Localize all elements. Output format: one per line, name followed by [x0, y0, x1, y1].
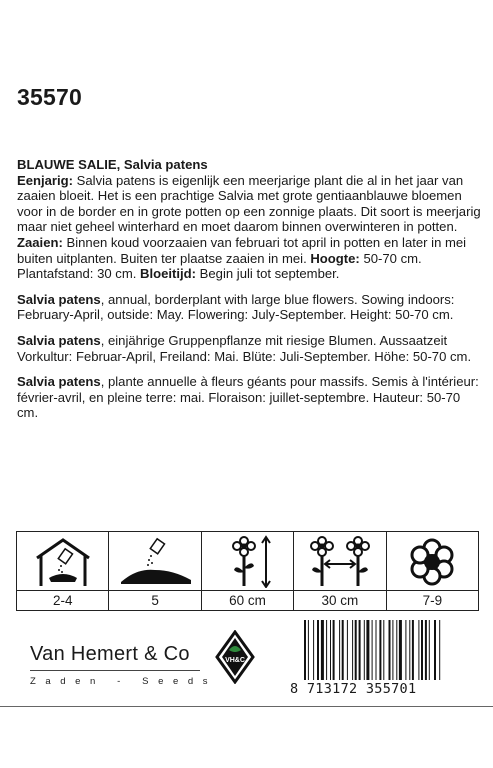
barcode-bar: [364, 620, 365, 680]
barcode-bar: [372, 620, 373, 680]
brand-tagline: Zaden - Seeds: [30, 676, 218, 687]
barcode-bar: [418, 620, 419, 680]
barcode-bar: [439, 620, 440, 680]
plant-spacing-icon: [294, 532, 385, 591]
french-plant-name: Salvia patens: [17, 374, 101, 390]
barcode-bar: [376, 620, 377, 680]
bottom-divider: [0, 706, 493, 707]
barcode-bar: [359, 620, 361, 680]
indoor-sowing-cell: [17, 532, 109, 610]
german-plant-name: Salvia patens: [17, 332, 101, 348]
dutch-text-2: Binnen koud voorzaaien van februari tot april in potten en later in mei buiten uitplanten. Buiten ter plaatse zaaien in mei.: [17, 234, 467, 266]
barcode-bar: [317, 620, 319, 680]
barcode-bar: [389, 620, 391, 680]
german-text: , einjährige Gruppenpflanze mit riesige Blumen. Aussaatzeit Vorkultur: Februar-April, Freiland: Mai. Blüte: Juli-September. Höhe: 50-70 cm.: [17, 332, 472, 364]
dutch-text-1: Salvia patens is eigenlijk een meerjarige plant die al in het jaar van zaaien bloeit. Het is een prachtige Salvia met grote gentiaanblauwe bloemen voor in de border en in grote potten op een zonnige plaats. Dit soort is meerjarig maar niet geheel winterhard en moet daarom binnen overwinteren in potten.: [17, 172, 481, 235]
outdoor-sowing-month: 5: [151, 593, 159, 608]
label-hoogte: Hoogte:: [310, 250, 360, 266]
barcode-bar: [396, 620, 397, 680]
barcode-bar: [304, 620, 306, 680]
german-description: [17, 333, 482, 364]
barcode-bar: [308, 620, 309, 680]
plant-spacing-value: 30 cm: [321, 593, 359, 608]
barcode-bar: [379, 620, 381, 680]
barcode-bar: [330, 620, 331, 680]
barcode-bar: [313, 620, 314, 680]
indoor-sowing-icon: [17, 532, 108, 591]
barcode-bar: [429, 620, 430, 680]
barcode-bar: [321, 620, 324, 680]
article-number: 35570: [17, 84, 82, 110]
barcode-bar: [425, 620, 427, 680]
plant-height-cell: [202, 532, 294, 610]
brand-block: [30, 643, 217, 687]
brand-name: Van Hemert & Co: [30, 643, 190, 665]
barcode-icon: [302, 620, 482, 682]
sowing-info-grid: [16, 531, 479, 611]
barcode-bar: [342, 620, 344, 680]
label-bloeitijd: Bloeitijd:: [140, 266, 197, 282]
plant-height-value: 60 cm: [229, 593, 266, 608]
label-eenjarig: Eenjarig:: [17, 172, 74, 188]
description-block: [17, 157, 482, 431]
barcode-bar: [421, 620, 423, 680]
barcode-bar: [399, 620, 402, 680]
dutch-text-3: 50-70 cm. Plantafstand: 30 cm.: [17, 250, 422, 282]
barcode-digits: 8 713172 355701: [290, 681, 417, 697]
barcode-bar: [347, 620, 348, 680]
dutch-title: BLAUWE SALIE, Salvia patens: [17, 157, 208, 172]
barcode-bar: [355, 620, 357, 680]
label-zaaien: Zaaien:: [17, 234, 63, 250]
barcode-bar: [352, 620, 353, 680]
barcode-bar: [409, 620, 410, 680]
logo-text: VH&C: [225, 657, 245, 664]
flowering-months: 7-9: [422, 593, 443, 608]
english-plant-name: Salvia patens: [17, 291, 101, 307]
outdoor-sowing-icon: [109, 532, 200, 591]
barcode-bar: [339, 620, 340, 680]
french-description: [17, 374, 482, 421]
flowering-icon: [387, 532, 478, 591]
plant-spacing-cell: [294, 532, 386, 610]
barcode-bar: [366, 620, 369, 680]
barcode-bar: [383, 620, 384, 680]
english-description: [17, 292, 482, 323]
flowering-cell: [387, 532, 478, 610]
barcode-bar: [412, 620, 414, 680]
brand-logo-icon: [215, 630, 255, 689]
dutch-text-4: Begin juli tot september.: [196, 266, 340, 282]
dutch-description: [17, 157, 482, 282]
barcode-bar: [333, 620, 335, 680]
barcode-bar: [326, 620, 327, 680]
barcode-bar: [392, 620, 393, 680]
barcode-bar: [434, 620, 436, 680]
outdoor-sowing-cell: [109, 532, 201, 610]
english-text: , annual, borderplant with large blue flowers. Sowing indoors: February-April, outside: May. Flowering: July-September. Height: 50-70 cm.: [17, 291, 455, 323]
plant-height-icon: [202, 532, 293, 591]
barcode-bar: [405, 620, 406, 680]
indoor-sowing-months: 2-4: [52, 593, 73, 608]
french-text: , plante annuelle à fleurs géants pour massifs. Semis à l'intérieur: février-avril, en pleine terre: mai. Floraison: juillet-septembre. Hauteur: 50-70 cm.: [17, 374, 479, 421]
brand-underline: [30, 670, 200, 671]
